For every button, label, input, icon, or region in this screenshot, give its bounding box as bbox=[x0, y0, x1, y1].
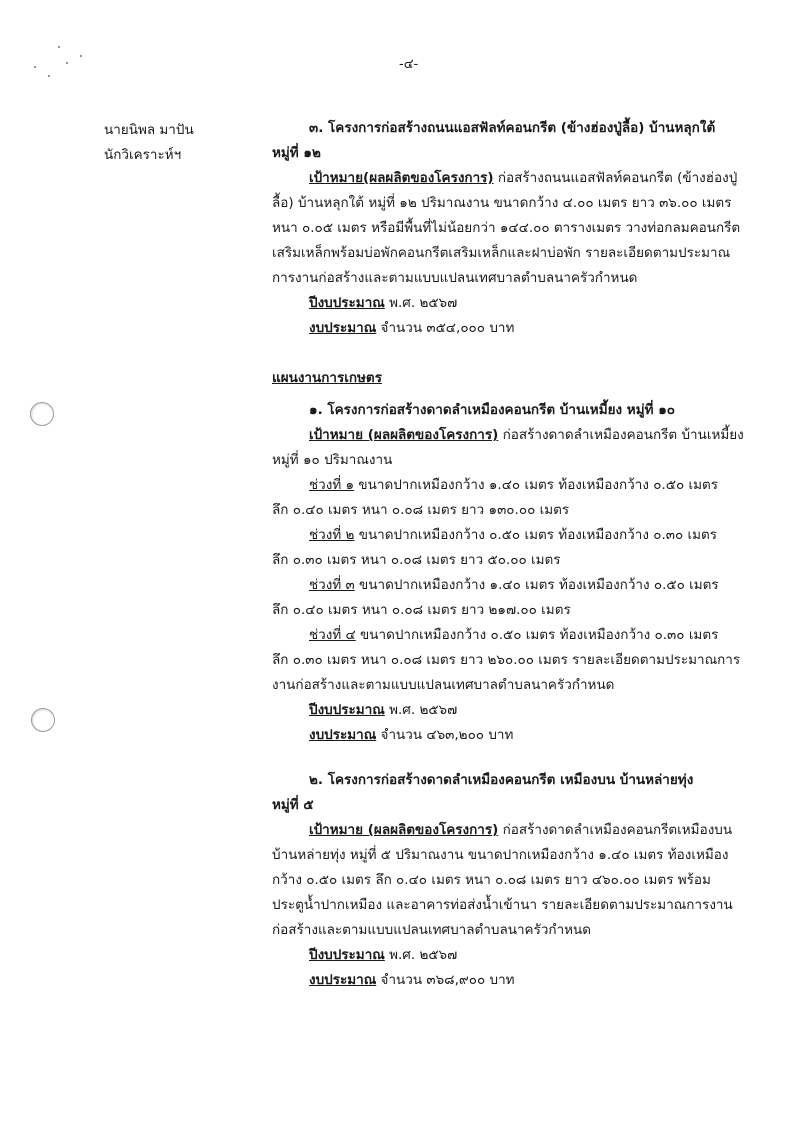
agri-project1-target bbox=[309, 425, 744, 445]
segment-4-cont: งานก่อสร้างและตามแบบแปลนเทศบาลตำบลนาครัวกำหนด bbox=[272, 677, 615, 693]
segment-label: ช่วงที่ ๒ bbox=[309, 527, 355, 543]
agri-project1-title: ๑. โครงการก่อสร้างดาดลำเหมืองคอนกรีต บ้านเหมี้ยง หมู่ที่ ๑๐ bbox=[309, 402, 676, 418]
project3-budget bbox=[309, 318, 514, 338]
agri-project2-target bbox=[309, 820, 732, 840]
segment-3-cont: ลึก ๐.๔๐ เมตร หนา ๐.๐๘ เมตร ยาว ๒๑๗.๐๐ เมตร bbox=[272, 602, 571, 618]
project3-title: ๓. โครงการก่อสร้างถนนแอสฟัลท์คอนกรีต (ข้างฮ่องปู่ลื้อ) บ้านหลุกใต้ bbox=[309, 120, 716, 136]
agri-project2-title-cont: หมู่ที่ ๕ bbox=[272, 797, 314, 813]
segment-2 bbox=[309, 525, 717, 545]
project3-title-cont: หมู่ที่ ๑๒ bbox=[272, 145, 321, 161]
scan-speck bbox=[34, 66, 36, 68]
agri-project2-fiscal-year bbox=[309, 945, 457, 965]
agri-project1-fiscal-year bbox=[309, 700, 457, 720]
target-text: ก่อสร้างดาดลำเหมืองคอนกรีต บ้านเหมี้ยง bbox=[498, 427, 744, 443]
fiscal-year-label: ปีงบประมาณ bbox=[309, 947, 385, 963]
punch-hole-icon bbox=[30, 402, 54, 426]
budget-value: จำนวน ๔๖๓,๒๐๐ บาท bbox=[376, 727, 514, 743]
scan-speck bbox=[58, 46, 60, 48]
segment-text: ขนาดปากเหมืองกว้าง ๐.๕๐ เมตร ท้องเหมืองกว้าง ๐.๓๐ เมตร bbox=[355, 627, 719, 643]
segment-2-cont: ลึก ๐.๓๐ เมตร หนา ๐.๐๘ เมตร ยาว ๕๐.๐๐ เมตร bbox=[272, 552, 561, 568]
target-label: เป้าหมาย (ผลผลิตของโครงการ) bbox=[309, 427, 499, 443]
agri-project2-desc-line: บ้านหล่ายทุ่ง หมู่ที่ ๕ ปริมาณงาน ขนาดปากเหมืองกว้าง ๑.๔๐ เมตร ท้องเหมือง bbox=[272, 847, 729, 863]
budget-label: งบประมาณ bbox=[309, 972, 377, 988]
segment-3 bbox=[309, 575, 719, 595]
segment-1 bbox=[309, 475, 718, 495]
project3-desc-line: ลื้อ) บ้านหลุกใต้ หมู่ที่ ๑๒ ปริมาณงาน ขนาดกว้าง ๔.๐๐ เมตร ยาว ๓๖.๐๐ เมตร bbox=[272, 195, 732, 211]
agri-project2-budget bbox=[309, 970, 515, 990]
agri-project1-desc-line: หมู่ที่ ๑๐ ปริมาณงาน bbox=[272, 452, 393, 468]
segment-text: ขนาดปากเหมืองกว้าง ๑.๔๐ เมตร ท้องเหมืองกว้าง ๐.๕๐ เมตร bbox=[354, 477, 719, 493]
segment-text: ขนาดปากเหมืองกว้าง ๑.๔๐ เมตร ท้องเหมืองกว้าง ๐.๕๐ เมตร bbox=[354, 577, 719, 593]
section-heading: แผนงานการเกษตร bbox=[272, 370, 382, 386]
target-label: เป้าหมาย(ผลผลิตของโครงการ) bbox=[309, 170, 494, 186]
project3-fiscal-year bbox=[309, 293, 457, 313]
segment-label: ช่วงที่ ๓ bbox=[309, 577, 355, 593]
fiscal-year-label: ปีงบประมาณ bbox=[309, 295, 385, 311]
punch-hole-icon bbox=[31, 708, 55, 732]
target-text: ก่อสร้างถนนแอสฟัลท์คอนกรีต (ข้างฮ่องปู่ bbox=[493, 170, 738, 186]
agri-project2-desc-line: กว้าง ๐.๕๐ เมตร ลึก ๐.๔๐ เมตร หนา ๐.๐๘ เมตร ยาว ๔๖๐.๐๐ เมตร พร้อม bbox=[272, 872, 711, 888]
segment-4 bbox=[309, 625, 718, 645]
author-position: นักวิเคราะห์ฯ bbox=[104, 147, 182, 163]
fiscal-year-value: พ.ศ. ๒๕๖๗ bbox=[384, 947, 458, 963]
project3-desc-line: หนา ๐.๐๕ เมตร หรือมีพื้นที่ไม่น้อยกว่า ๑๔๔.๐๐ ตารางเมตร วางท่อกลมคอนกรีต bbox=[272, 220, 741, 236]
segment-label: ช่วงที่ ๔ bbox=[309, 627, 356, 643]
agri-project1-budget bbox=[309, 725, 513, 745]
segment-4-cont: ลึก ๐.๓๐ เมตร หนา ๐.๐๘ เมตร ยาว ๒๖๐.๐๐ เมตร รายละเอียดตามประมาณการ bbox=[272, 652, 741, 668]
budget-value: จำนวน ๓๖๘,๙๐๐ บาท bbox=[376, 972, 515, 988]
budget-value: จำนวน ๓๕๔,๐๐๐ บาท bbox=[376, 320, 515, 336]
segment-label: ช่วงที่ ๑ bbox=[309, 477, 355, 493]
fiscal-year-value: พ.ศ. ๒๕๖๗ bbox=[384, 702, 458, 718]
segment-text: ขนาดปากเหมืองกว้าง ๐.๕๐ เมตร ท้องเหมืองกว้าง ๐.๓๐ เมตร bbox=[354, 527, 718, 543]
fiscal-year-label: ปีงบประมาณ bbox=[309, 702, 385, 718]
target-text: ก่อสร้างดาดลำเหมืองคอนกรีตเหมืองบน bbox=[498, 822, 733, 838]
scan-speck bbox=[80, 55, 82, 57]
segment-1-cont: ลึก ๐.๔๐ เมตร หนา ๐.๐๘ เมตร ยาว ๑๓๐.๐๐ เมตร bbox=[272, 502, 570, 518]
fiscal-year-value: พ.ศ. ๒๕๖๗ bbox=[384, 295, 458, 311]
project3-target bbox=[309, 168, 737, 188]
page-number: -๔- bbox=[399, 57, 419, 72]
scan-speck bbox=[48, 75, 50, 77]
project3-desc-line: การงานก่อสร้างและตามแบบแปลนเทศบาลตำบลนาครัวกำหนด bbox=[272, 270, 638, 286]
agri-project2-title: ๒. โครงการก่อสร้างดาดลำเหมืองคอนกรีต เหมืองบน บ้านหล่ายทุ่ง bbox=[309, 772, 694, 788]
budget-label: งบประมาณ bbox=[309, 320, 377, 336]
scan-speck bbox=[66, 62, 68, 64]
budget-label: งบประมาณ bbox=[309, 727, 377, 743]
agri-project2-desc-line: ก่อสร้างและตามแบบแปลนเทศบาลตำบลนาครัวกำหนด bbox=[272, 922, 592, 938]
project3-desc-line: เสริมเหล็กพร้อมบ่อพักคอนกรีตเสริมเหล็กและฝาบ่อพัก รายละเอียดตามประมาณ bbox=[272, 245, 731, 261]
agri-project2-desc-line: ประตูน้ำปากเหมือง และอาคารท่อส่งน้ำเข้านา รายละเอียดตามประมาณการงาน bbox=[272, 897, 733, 913]
target-label: เป้าหมาย (ผลผลิตของโครงการ) bbox=[309, 822, 499, 838]
author-name: นายนิพล มาปัน bbox=[104, 122, 194, 138]
